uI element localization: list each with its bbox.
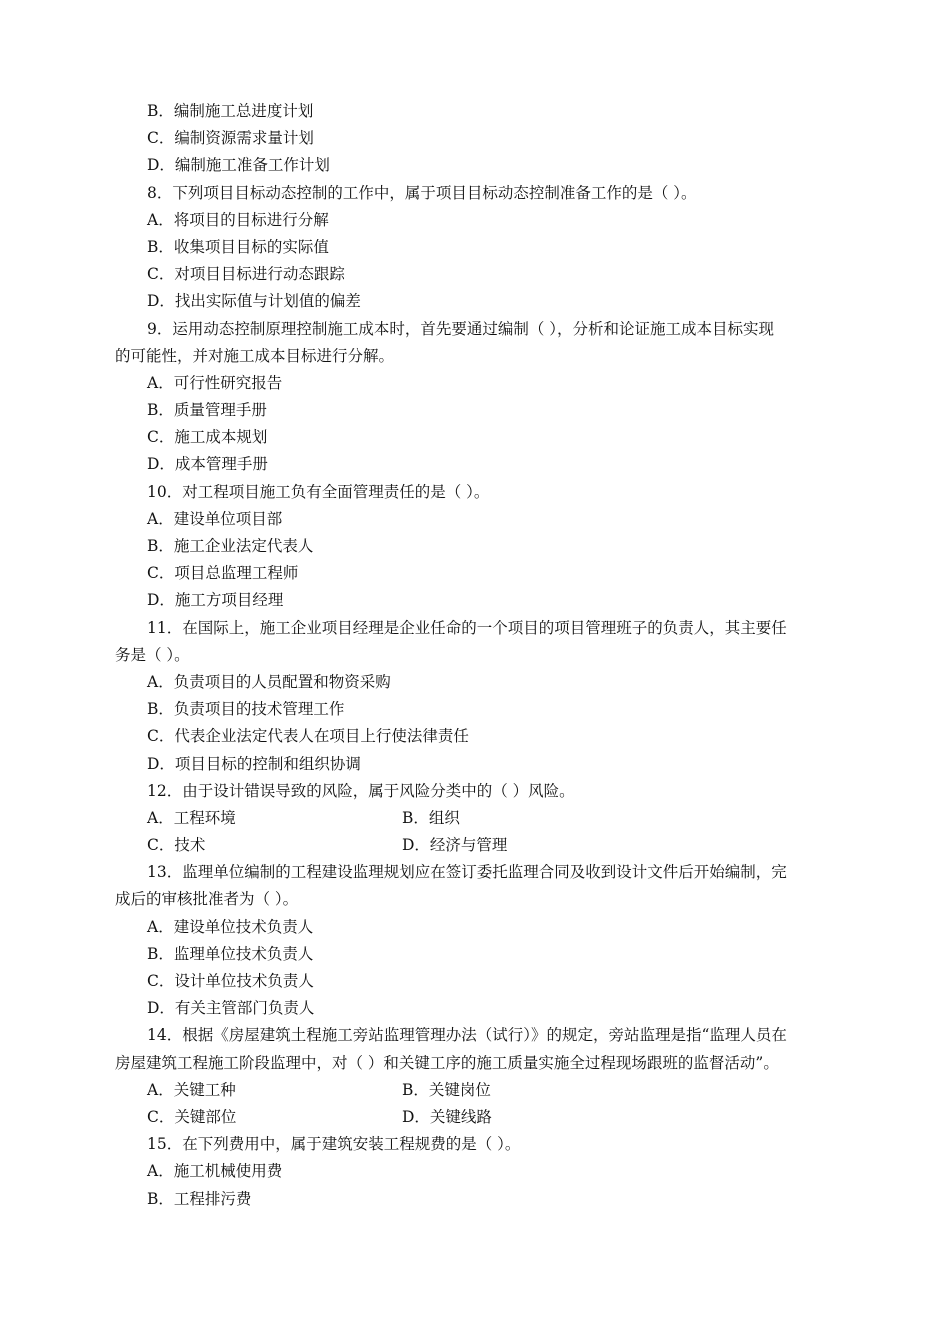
question-text: 10．对工程项目施工负有全面管理责任的是（ ）。 — [147, 482, 490, 501]
answer-option-row — [115, 832, 840, 859]
question-text: 15．在下列费用中，属于建筑安装工程规费的是（ ）。 — [147, 1135, 521, 1154]
answer-option: B．编制施工总进度计划 — [147, 102, 314, 120]
answer-option-row — [115, 805, 840, 832]
answer-option: A．可行性研究报告 — [147, 373, 283, 392]
answer-option: A．工程环境 — [147, 808, 236, 827]
answer-option: C．关键部位 — [147, 1107, 237, 1126]
answer-option: A．将项目的目标进行分解 — [147, 210, 329, 229]
answer-option: B．施工企业法定代表人 — [147, 537, 314, 555]
answer-option: D．找出实际值与计划值的偏差 — [147, 292, 361, 311]
answer-option: B．组织 — [402, 808, 460, 827]
question-line: 9．运用动态控制原理控制施工成本时，首先要通过编制（ ），分析和论证施工成本目标实现 — [147, 319, 775, 338]
question-line: 务是（ ）。 — [115, 645, 190, 664]
answer-option: B．负责项目的技术管理工作 — [147, 700, 345, 719]
answer-option: B．监理单位技术负责人 — [147, 944, 314, 963]
answer-option: C．代表企业法定代表人在项目上行使法律责任 — [147, 727, 469, 746]
answer-option: B．关键岗位 — [402, 1080, 491, 1099]
answer-option: C．技术 — [147, 836, 206, 855]
answer-option: D．有关主管部门负责人 — [147, 999, 315, 1018]
question-text — [115, 859, 840, 913]
answer-option: B．工程排污费 — [147, 1189, 252, 1208]
question-text — [115, 316, 840, 370]
answer-option: C．设计单位技术负责人 — [147, 972, 314, 990]
answer-option-row — [115, 1104, 840, 1131]
question-line: 的可能性，并对施工成本目标进行分解。 — [115, 346, 395, 365]
answer-option: C．施工成本规划 — [147, 428, 268, 447]
question-line: 14．根据《房屋建筑土程施工旁站监理管理办法（试行）》的规定，旁站监理是指“监理人员在 — [147, 1026, 787, 1045]
answer-option: D．经济与管理 — [402, 836, 508, 855]
question-line: 13．监理单位编制的工程建设监理规划应在签订委托监理合同及收到设计文件后开始编制，完 — [147, 863, 787, 882]
question-text — [115, 1022, 840, 1076]
answer-option: D．施工方项目经理 — [147, 591, 284, 610]
question-text — [115, 615, 840, 669]
answer-option-row — [115, 1077, 840, 1104]
answer-option: A．建设单位项目部 — [147, 509, 283, 528]
answer-option: C．对项目目标进行动态跟踪 — [147, 265, 345, 284]
question-text: 8．下列项目目标动态控制的工作中，属于项目目标动态控制准备工作的是（ ）。 — [147, 183, 697, 202]
question-line: 房屋建筑工程施工阶段监理中，对（ ）和关键工序的施工质量实施全过程现场跟班的监督活动”。 — [115, 1053, 779, 1072]
answer-option: A．关键工种 — [147, 1080, 236, 1099]
answer-option: A．施工机械使用费 — [147, 1162, 283, 1181]
answer-option: B．收集项目目标的实际值 — [147, 237, 329, 256]
question-text: 12．由于设计错误导致的风险，属于风险分类中的（ ）风险。 — [147, 781, 575, 800]
answer-option: C．项目总监理工程师 — [147, 564, 299, 583]
answer-option: D．关键线路 — [402, 1107, 492, 1126]
question-line: 成后的审核批准者为（ ）。 — [115, 890, 299, 909]
answer-option: B．质量管理手册 — [147, 401, 267, 420]
answer-option: D．项目目标的控制和组织协调 — [147, 754, 361, 773]
document-body — [115, 98, 840, 1213]
answer-option: A．负责项目的人员配置和物资采购 — [147, 672, 391, 691]
answer-option: D．编制施工准备工作计划 — [147, 156, 330, 175]
question-line: 11．在国际上，施工企业项目经理是企业任命的一个项目的项目管理班子的负责人，其主要任 — [147, 618, 787, 637]
answer-option: D．成本管理手册 — [147, 455, 268, 474]
answer-option: A．建设单位技术负责人 — [147, 917, 314, 936]
answer-option: C．编制资源需求量计划 — [147, 129, 314, 148]
